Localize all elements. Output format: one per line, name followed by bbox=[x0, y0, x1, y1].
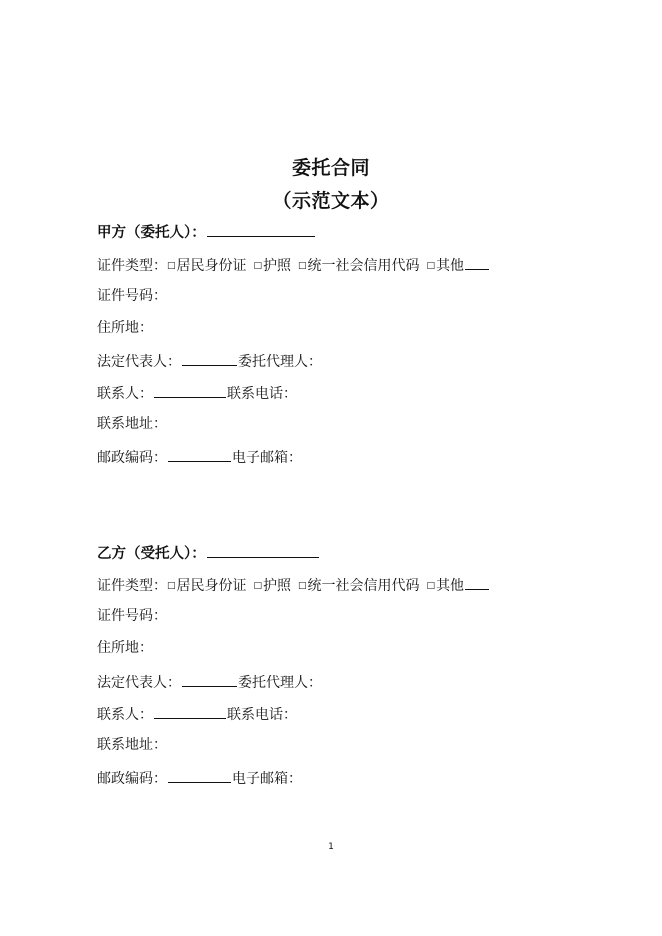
party-a-heading: 甲方（委托人）： bbox=[97, 225, 206, 241]
option-id-card: 居民身份证 bbox=[176, 258, 247, 274]
checkbox-icon[interactable]: □ bbox=[298, 261, 307, 271]
option-credit-code: 统一社会信用代码 bbox=[307, 258, 420, 274]
party-b-id-number-label: 证件号码： bbox=[97, 608, 167, 624]
checkbox-icon[interactable]: □ bbox=[167, 581, 176, 591]
document-title: 委托合同 bbox=[291, 157, 370, 179]
party-b-agent-label: 委托代理人： bbox=[238, 675, 322, 691]
party-a-id-number-row bbox=[97, 287, 167, 305]
party-a-contact-row bbox=[97, 383, 297, 403]
other-field[interactable] bbox=[465, 255, 489, 270]
party-a-id-number-label: 证件号码： bbox=[97, 288, 167, 304]
party-b-phone-label: 联系电话： bbox=[227, 707, 297, 723]
party-b-representative-row bbox=[97, 672, 322, 692]
party-a-legal-rep-label: 法定代表人： bbox=[97, 354, 181, 370]
postal-field[interactable] bbox=[168, 447, 231, 462]
option-passport: 护照 bbox=[263, 578, 292, 594]
legal-rep-field[interactable] bbox=[182, 351, 237, 366]
postal-field[interactable] bbox=[168, 768, 231, 783]
party-b-contact-label: 联系人： bbox=[97, 707, 153, 723]
party-b-id-type-label: 证件类型： bbox=[97, 578, 167, 594]
checkbox-icon[interactable]: □ bbox=[167, 261, 176, 271]
party-a-id-type-row bbox=[97, 255, 490, 275]
checkbox-icon[interactable]: □ bbox=[298, 581, 307, 591]
party-a-id-type-label: 证件类型： bbox=[97, 258, 167, 274]
party-a-representative-row bbox=[97, 351, 322, 371]
option-credit-code: 统一社会信用代码 bbox=[307, 578, 420, 594]
party-a-heading-row bbox=[97, 222, 316, 242]
legal-rep-field[interactable] bbox=[182, 672, 237, 687]
other-field[interactable] bbox=[465, 575, 489, 590]
checkbox-icon[interactable]: □ bbox=[426, 581, 436, 591]
party-b-residence-row bbox=[97, 639, 153, 657]
party-b-heading: 乙方（受托人）： bbox=[97, 546, 206, 562]
party-a-postal-label: 邮政编码： bbox=[97, 450, 167, 466]
party-b-contact-row bbox=[97, 704, 297, 724]
party-b-legal-rep-label: 法定代表人： bbox=[97, 675, 181, 691]
party-b-residence-label: 住所地： bbox=[97, 640, 153, 656]
party-a-agent-label: 委托代理人： bbox=[238, 354, 322, 370]
party-b-email-label: 电子邮箱： bbox=[232, 771, 302, 787]
page-number: 1 bbox=[328, 842, 334, 852]
party-a-residence-row bbox=[97, 319, 153, 337]
party-a-contact-label: 联系人： bbox=[97, 386, 153, 402]
option-other: 其他 bbox=[436, 258, 465, 274]
party-b-postal-label: 邮政编码： bbox=[97, 771, 167, 787]
option-other: 其他 bbox=[436, 578, 465, 594]
party-b-address-row bbox=[97, 736, 167, 754]
party-a-address-label: 联系地址： bbox=[97, 416, 167, 432]
party-b-address-label: 联系地址： bbox=[97, 737, 167, 753]
contact-field[interactable] bbox=[154, 383, 226, 398]
option-id-card: 居民身份证 bbox=[176, 578, 247, 594]
document-subtitle: （示范文本） bbox=[272, 190, 390, 212]
party-b-id-type-row bbox=[97, 575, 490, 595]
party-a-name-field[interactable] bbox=[207, 222, 315, 237]
checkbox-icon[interactable]: □ bbox=[253, 261, 263, 271]
checkbox-icon[interactable]: □ bbox=[253, 581, 263, 591]
party-a-phone-label: 联系电话： bbox=[227, 386, 297, 402]
party-b-id-number-row bbox=[97, 607, 167, 625]
party-a-address-row bbox=[97, 415, 167, 433]
party-a-email-label: 电子邮箱： bbox=[232, 450, 302, 466]
party-b-postal-row bbox=[97, 768, 302, 788]
party-a-residence-label: 住所地： bbox=[97, 320, 153, 336]
party-b-name-field[interactable] bbox=[207, 543, 319, 558]
party-a-postal-row bbox=[97, 447, 302, 467]
contact-field[interactable] bbox=[154, 704, 226, 719]
option-passport: 护照 bbox=[263, 258, 292, 274]
checkbox-icon[interactable]: □ bbox=[426, 261, 436, 271]
party-b-heading-row bbox=[97, 543, 320, 563]
